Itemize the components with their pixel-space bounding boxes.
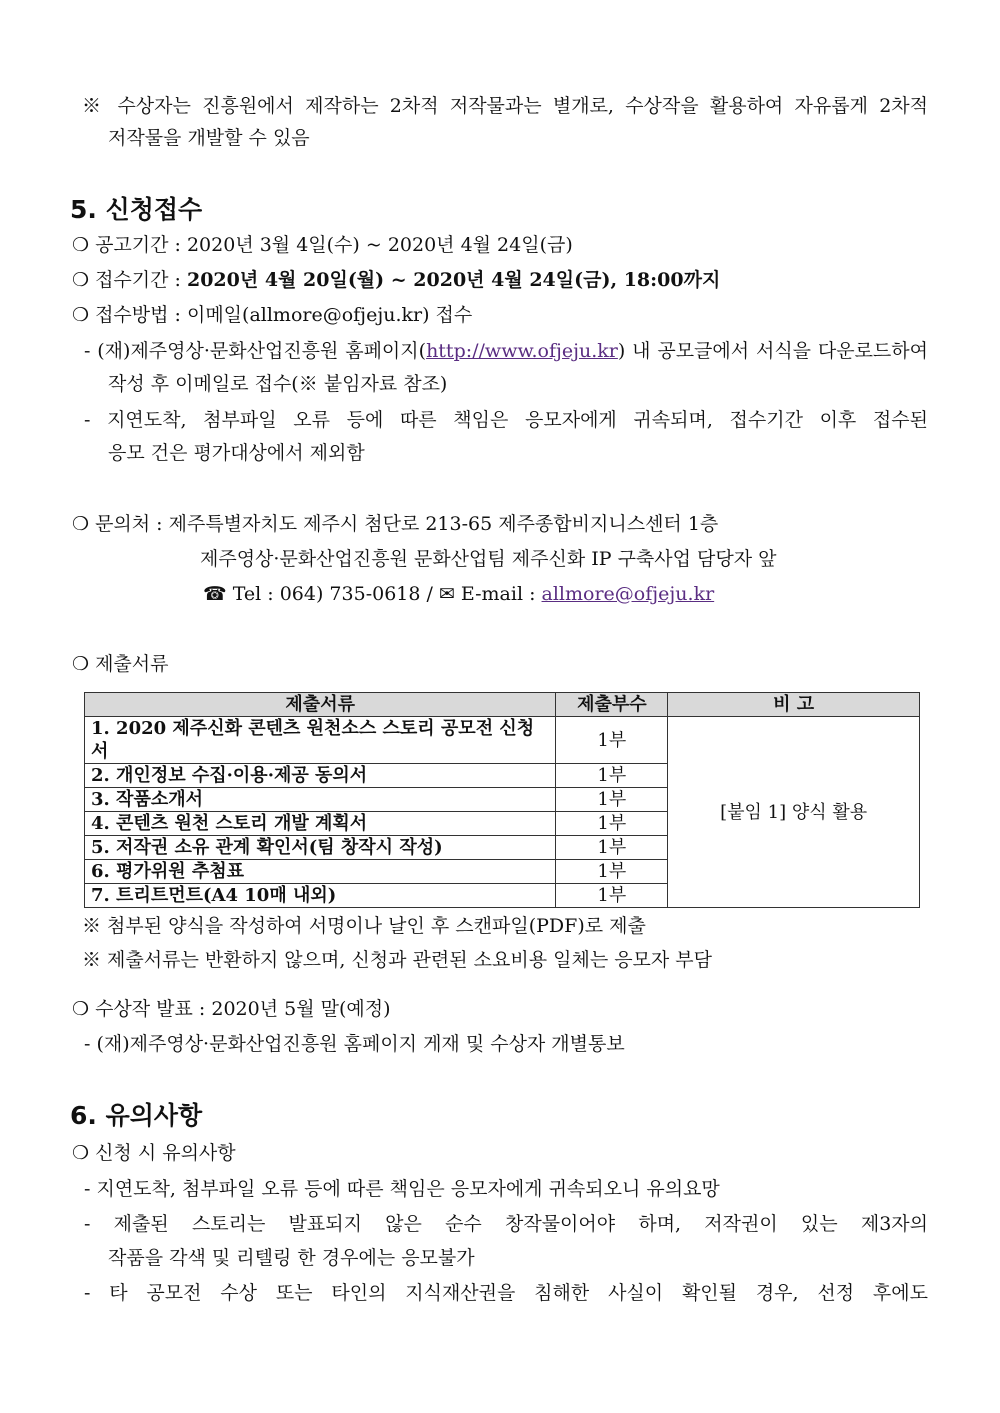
contact-tel-text: ☎ Tel : 064) 735-0618 / ✉ E-mail : [203, 583, 542, 605]
method-sub2-cont: 응모 건은 평가대상에서 제외함 [108, 442, 365, 464]
table-cell-item: 6. 평가위원 추첨표 [85, 860, 556, 884]
caution-item1: - 지연도착, 첨부파일 오류 등에 따른 책임은 응모자에게 귀속되오니 유의요망 [84, 1178, 720, 1200]
documents-table [84, 692, 920, 908]
homepage-link[interactable]: http://www.ofjeju.kr [426, 340, 618, 362]
table-cell-count: 1부 [556, 717, 668, 764]
docs-note2: ※ 제출서류는 반환하지 않으며, 신청과 관련된 소요비용 일체는 응모자 부담 [82, 949, 713, 971]
table-header-count: 제출부수 [556, 693, 668, 717]
table-cell-count: 1부 [556, 836, 668, 860]
method-sub1-post: ) 내 공모글에서 서식을 다운로드하여 [617, 340, 928, 362]
contact-email-link[interactable]: allmore@ofjeju.kr [541, 583, 715, 605]
table-cell-item: 3. 작품소개서 [85, 788, 556, 812]
caution-item2-cont: 작품을 각색 및 리텔링 한 경우에는 응모불가 [108, 1247, 475, 1269]
table-header-row [85, 693, 920, 717]
table-row [85, 717, 920, 764]
receipt-period-value: 2020년 4월 20일(월) ~ 2020년 4월 24일(금), 18:00까지 [186, 269, 721, 291]
table-cell-item: 2. 개인정보 수집·이용·제공 동의서 [85, 764, 556, 788]
announcement: ❍ 수상작 발표 : 2020년 5월 말(예정) [72, 998, 391, 1020]
caution-label: ❍ 신청 시 유의사항 [72, 1142, 236, 1164]
intro-note-line2: 저작물을 개발할 수 있음 [108, 127, 310, 149]
table-cell-count: 1부 [556, 764, 668, 788]
receipt-period [72, 265, 720, 295]
table-cell-item: 1. 2020 제주신화 콘텐츠 원천소스 스토리 공모전 신청서 [85, 717, 556, 764]
section6-heading: 6. 유의사항 [70, 1101, 203, 1130]
announcement-sub: - (재)제주영상·문화산업진흥원 홈페이지 게재 및 수상자 개별통보 [84, 1033, 625, 1055]
intro-note-line1: ※ 수상자는 진흥원에서 제작하는 2차적 저작물과는 별개로, 수상작을 활용하여 자유롭게 2차적 [82, 95, 928, 117]
docs-note1: ※ 첨부된 양식을 작성하여 서명이나 날인 후 스캔파일(PDF)로 제출 [82, 915, 646, 937]
method-sub1 [84, 336, 928, 366]
section5-heading: 5. 신청접수 [70, 195, 203, 224]
table-cell-note: [붙임 1] 양식 활용 [668, 717, 920, 908]
contact-line2: 제주영상·문화산업진흥원 문화산업팀 제주신화 IP 구축사업 담당자 앞 [200, 548, 777, 570]
table-header-documents: 제출서류 [85, 693, 556, 717]
contact-tel [203, 579, 714, 609]
contact-line1: ❍ 문의처 : 제주특별자치도 제주시 첨단로 213-65 제주종합비지니스센터 1층 [72, 513, 719, 535]
receipt-method: ❍ 접수방법 : 이메일(allmore@ofjeju.kr) 접수 [72, 304, 473, 326]
table-cell-item: 4. 콘텐츠 원천 스토리 개발 계획서 [85, 812, 556, 836]
table-cell-count: 1부 [556, 812, 668, 836]
table-header-note: 비 고 [668, 693, 920, 717]
method-sub1-pre: - (재)제주영상·문화산업진흥원 홈페이지( [84, 340, 427, 362]
notice-period: ❍ 공고기간 : 2020년 3월 4일(수) ~ 2020년 4월 24일(금) [72, 234, 573, 256]
table-cell-count: 1부 [556, 884, 668, 908]
caution-item2: - 제출된 스토리는 발표되지 않은 순수 창작물이어야 하며, 저작권이 있는 제3자의 [84, 1213, 928, 1235]
docs-label: ❍ 제출서류 [72, 653, 169, 675]
method-sub1-cont: 작성 후 이메일로 접수(※ 붙임자료 참조) [108, 373, 448, 395]
table-cell-item: 7. 트리트먼트(A4 10매 내외) [85, 884, 556, 908]
table-cell-item: 5. 저작권 소유 관계 확인서(팀 창작시 작성) [85, 836, 556, 860]
table-cell-count: 1부 [556, 788, 668, 812]
caution-item3: - 타 공모전 수상 또는 타인의 지식재산권을 침해한 사실이 확인될 경우, 선정 후에도 [84, 1282, 928, 1304]
receipt-period-label: ❍ 접수기간 : [72, 269, 187, 291]
method-sub2: - 지연도착, 첨부파일 오류 등에 따른 책임은 응모자에게 귀속되며, 접수기간 이후 접수된 [84, 409, 928, 431]
table-cell-count: 1부 [556, 860, 668, 884]
